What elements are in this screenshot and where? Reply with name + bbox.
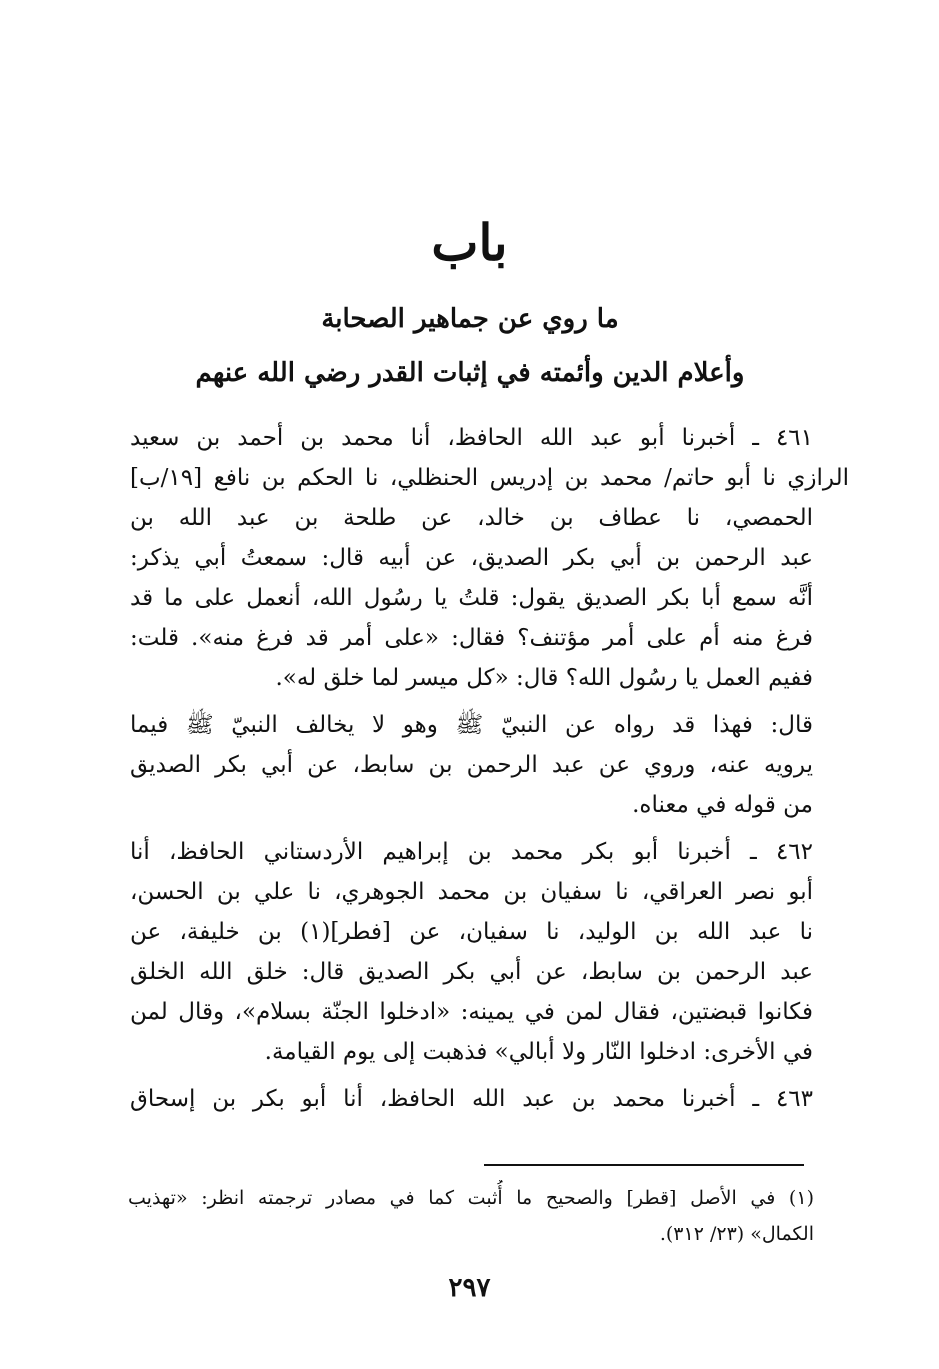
text-line: قال: فهذا قد رواه عن النبيّ ﷺ وهو لا يخالف النبيّ ﷺ فيما — [130, 712, 813, 738]
footnote-line: (١) في الأصل [قطر] والصحيح ما أُثبت كما في مصادر ترجمته انظر: «تهذيب — [128, 1187, 814, 1209]
paragraph-463 — [130, 1079, 813, 1119]
page-number: ٢٩٧ — [448, 1273, 491, 1303]
paragraph-461 — [130, 418, 849, 698]
text-line: من قوله في معناه. — [632, 792, 813, 818]
text-line: ففيم العمل يا رسُول الله؟ قال: «كل ميسر لما خلق له». — [275, 665, 813, 691]
text-line: نا عبد الله بن الوليد، نا سفيان، عن [فطر](١) بن خليفة، عن — [130, 919, 813, 945]
text-line: الرازي نا أبو حاتم/ محمد بن إدريس الحنظلي، نا الحكم بن نافع [١٩/ب] — [130, 465, 849, 491]
text-line: عبد الرحمن بن أبي بكر الصديق، عن أبيه قال: سمعتُ أبي يذكر: — [130, 545, 813, 571]
paragraph-commentary — [130, 705, 813, 825]
text-line: في الأخرى: ادخلوا النّار ولا أبالي» فذهبت إلى يوم القيامة. — [264, 1039, 813, 1065]
text-line: فرغ منه أم على أمر مؤتنف؟ فقال: «على أمر قد فرغ منه». قلت: — [130, 625, 813, 651]
body-text — [130, 418, 849, 1119]
footnote-divider — [484, 1164, 804, 1166]
chapter-title: باب — [431, 213, 508, 272]
text-line: ٤٦١ ـ أخبرنا أبو عبد الله الحافظ، أنا محمد بن أحمد بن سعيد — [130, 425, 813, 451]
text-line: ٤٦٢ ـ أخبرنا أبو بكر محمد بن إبراهيم الأردستاني الحافظ، أنا — [130, 839, 813, 865]
text-line: يرويه عنه، وروي عن عبد الرحمن بن سابط، عن أبي بكر الصديق — [130, 752, 813, 778]
paragraph-462 — [130, 832, 813, 1072]
text-line: ٤٦٣ ـ أخبرنا محمد بن عبد الله الحافظ، أنا أبو بكر بن إسحاق — [130, 1086, 813, 1112]
text-line: أنَّه سمع أبا بكر الصديق يقول: قلتُ يا رسُول الله، أنعمل على ما قد — [130, 585, 813, 611]
text-line: عبد الرحمن بن سابط، عن أبي بكر الصديق قال: خلق الله الخلق — [130, 959, 813, 985]
subtitle-line-1: ما روي عن جماهير الصحابة — [321, 304, 619, 334]
text-line: الحمصي، نا عطاف بن خالد، عن طلحة بن عبد الله بن — [130, 505, 813, 531]
text-line: فكانوا قبضتين، فقال لمن في يمينه: «ادخلوا الجنّة بسلام»، وقال لمن — [130, 999, 813, 1025]
text-line: أبو نصر العراقي، نا سفيان بن محمد الجوهري، نا علي بن الحسن، — [130, 879, 813, 905]
subtitle-line-2: وأعلام الدين وأئمته في إثبات القدر رضي الله عنهم — [195, 358, 745, 388]
footnote — [128, 1180, 814, 1252]
footnote-line: الكمال» (٢٣/ ٣١٢). — [659, 1223, 814, 1245]
